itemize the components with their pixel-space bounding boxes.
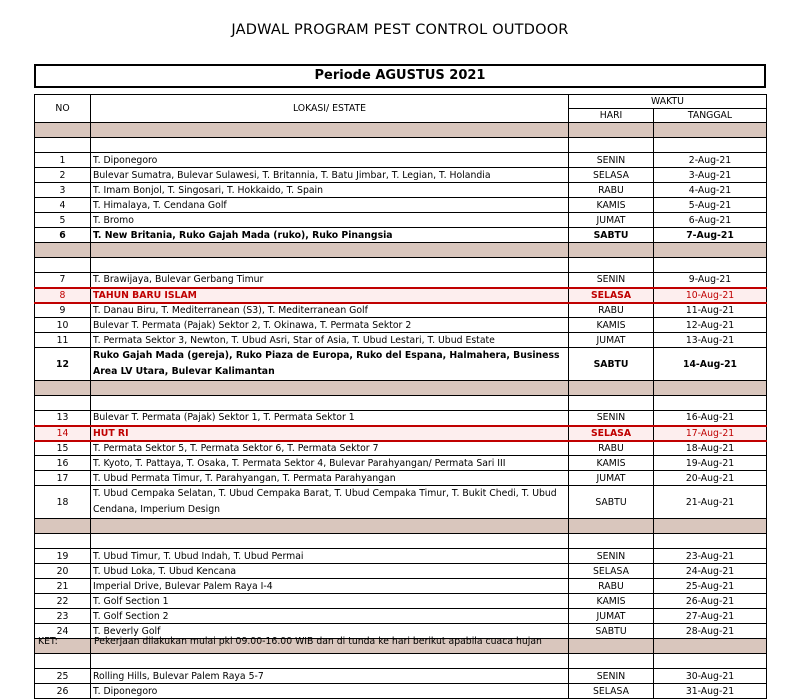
row-day: KAMIS xyxy=(569,198,654,213)
gap-cell xyxy=(91,654,569,669)
schedule-row xyxy=(35,564,767,579)
row-location: T. Diponegoro xyxy=(91,153,569,168)
row-day: RABU xyxy=(569,183,654,198)
row-gap xyxy=(35,534,767,549)
row-day: SELASA xyxy=(569,684,654,699)
gap-cell xyxy=(569,258,654,273)
separator-cell xyxy=(569,639,654,654)
gap-cell xyxy=(569,396,654,411)
row-day: JUMAT xyxy=(569,333,654,348)
schedule-row xyxy=(35,348,767,381)
gap-cell xyxy=(654,534,767,549)
separator-cell xyxy=(654,123,767,138)
row-number: 6 xyxy=(35,228,91,243)
row-gap xyxy=(35,258,767,273)
row-day: SENIN xyxy=(569,411,654,426)
row-location: Bulevar T. Permata (Pajak) Sektor 2, T. Okinawa, T. Permata Sektor 2 xyxy=(91,318,569,333)
row-date: 20-Aug-21 xyxy=(654,471,767,486)
row-date: 11-Aug-21 xyxy=(654,303,767,318)
holiday-row xyxy=(35,288,767,303)
schedule-row xyxy=(35,471,767,486)
row-day: SABTU xyxy=(569,486,654,519)
header-time: WAKTU xyxy=(569,95,767,109)
row-date: 3-Aug-21 xyxy=(654,168,767,183)
footer-label: KET: xyxy=(38,636,58,647)
row-location: Imperial Drive, Bulevar Palem Raya I-4 xyxy=(91,579,569,594)
row-day: KAMIS xyxy=(569,594,654,609)
row-day: SENIN xyxy=(569,273,654,288)
schedule-row xyxy=(35,486,767,519)
row-date: 19-Aug-21 xyxy=(654,456,767,471)
footer-note: Pekerjaan dilakukan mulai pkl 09.00-16.00 WIB dan di tunda ke hari berikut apabila cuaca hujan xyxy=(94,636,542,647)
row-number: 22 xyxy=(35,594,91,609)
row-number: 19 xyxy=(35,549,91,564)
header-day: HARI xyxy=(569,109,654,123)
document-title: JADWAL PROGRAM PEST CONTROL OUTDOOR xyxy=(231,22,569,38)
row-day: RABU xyxy=(569,579,654,594)
separator-cell xyxy=(91,381,569,396)
row-day: SABTU xyxy=(569,348,654,381)
row-number: 2 xyxy=(35,168,91,183)
row-location: T. Diponegoro xyxy=(91,684,569,699)
row-day: SABTU xyxy=(569,624,654,639)
row-gap xyxy=(35,396,767,411)
schedule-row xyxy=(35,303,767,318)
separator-cell xyxy=(35,123,91,138)
week-separator xyxy=(35,243,767,258)
gap-cell xyxy=(91,396,569,411)
row-day: SELASA xyxy=(569,168,654,183)
schedule-row xyxy=(35,333,767,348)
row-location: TAHUN BARU ISLAM xyxy=(91,288,569,303)
schedule-row xyxy=(35,168,767,183)
header-date: TANGGAL xyxy=(654,109,767,123)
schedule-row xyxy=(35,213,767,228)
row-location: T. Ubud Loka, T. Ubud Kencana xyxy=(91,564,569,579)
row-location: T. Ubud Timur, T. Ubud Indah, T. Ubud Permai xyxy=(91,549,569,564)
row-day: SELASA xyxy=(569,288,654,303)
row-date: 6-Aug-21 xyxy=(654,213,767,228)
separator-cell xyxy=(35,243,91,258)
row-location: T. Himalaya, T. Cendana Golf xyxy=(91,198,569,213)
separator-cell xyxy=(654,381,767,396)
row-location: T. Beverly Golf xyxy=(91,624,569,639)
row-location: T. Imam Bonjol, T. Singosari, T. Hokkaido, T. Spain xyxy=(91,183,569,198)
separator-cell xyxy=(91,519,569,534)
schedule-row xyxy=(35,549,767,564)
row-date: 23-Aug-21 xyxy=(654,549,767,564)
schedule-body xyxy=(35,123,767,699)
schedule-table xyxy=(34,94,767,699)
row-location: Rolling Hills, Bulevar Palem Raya 5-7 xyxy=(91,669,569,684)
schedule-row xyxy=(35,669,767,684)
row-number: 7 xyxy=(35,273,91,288)
row-number: 5 xyxy=(35,213,91,228)
separator-cell xyxy=(35,381,91,396)
row-day: SENIN xyxy=(569,669,654,684)
gap-cell xyxy=(654,396,767,411)
row-date: 30-Aug-21 xyxy=(654,669,767,684)
separator-cell xyxy=(569,243,654,258)
row-date: 25-Aug-21 xyxy=(654,579,767,594)
row-location: T. Permata Sektor 3, Newton, T. Ubud Asri, Star of Asia, T. Ubud Lestari, T. Ubud Estate xyxy=(91,333,569,348)
gap-cell xyxy=(654,654,767,669)
separator-cell xyxy=(569,123,654,138)
row-number: 8 xyxy=(35,288,91,303)
row-day: SENIN xyxy=(569,549,654,564)
gap-cell xyxy=(91,534,569,549)
row-day: SELASA xyxy=(569,564,654,579)
row-location: Bulevar Sumatra, Bulevar Sulawesi, T. Britannia, T. Batu Jimbar, T. Legian, T. Holandia xyxy=(91,168,569,183)
row-number: 14 xyxy=(35,426,91,441)
row-location: HUT RI xyxy=(91,426,569,441)
schedule-row xyxy=(35,609,767,624)
row-location: T. Ubud Permata Timur, T. Parahyangan, T. Permata Parahyangan xyxy=(91,471,569,486)
row-gap xyxy=(35,138,767,153)
separator-cell xyxy=(35,519,91,534)
row-location: T. Permata Sektor 5, T. Permata Sektor 6, T. Permata Sektor 7 xyxy=(91,441,569,456)
separator-cell xyxy=(654,639,767,654)
row-date: 4-Aug-21 xyxy=(654,183,767,198)
row-number: 21 xyxy=(35,579,91,594)
row-day: RABU xyxy=(569,303,654,318)
gap-cell xyxy=(569,654,654,669)
row-day: SELASA xyxy=(569,426,654,441)
schedule-row xyxy=(35,579,767,594)
row-number: 16 xyxy=(35,456,91,471)
header-location: LOKASI/ ESTATE xyxy=(91,95,569,123)
row-date: 14-Aug-21 xyxy=(654,348,767,381)
schedule-row xyxy=(35,153,767,168)
row-day: JUMAT xyxy=(569,213,654,228)
separator-cell xyxy=(91,123,569,138)
row-day: SENIN xyxy=(569,153,654,168)
row-date: 12-Aug-21 xyxy=(654,318,767,333)
row-location: T. Golf Section 1 xyxy=(91,594,569,609)
week-separator xyxy=(35,123,767,138)
row-number: 24 xyxy=(35,624,91,639)
schedule-row xyxy=(35,411,767,426)
row-day: KAMIS xyxy=(569,456,654,471)
row-number: 11 xyxy=(35,333,91,348)
row-day: JUMAT xyxy=(569,471,654,486)
separator-cell xyxy=(91,243,569,258)
row-date: 16-Aug-21 xyxy=(654,411,767,426)
row-day: JUMAT xyxy=(569,609,654,624)
schedule-row xyxy=(35,456,767,471)
gap-cell xyxy=(569,138,654,153)
row-day: SABTU xyxy=(569,228,654,243)
schedule-row xyxy=(35,441,767,456)
gap-cell xyxy=(35,654,91,669)
row-date: 24-Aug-21 xyxy=(654,564,767,579)
schedule-row xyxy=(35,273,767,288)
gap-cell xyxy=(654,138,767,153)
row-date: 18-Aug-21 xyxy=(654,441,767,456)
header-no: NO xyxy=(35,95,91,123)
schedule-row xyxy=(35,228,767,243)
row-date: 28-Aug-21 xyxy=(654,624,767,639)
gap-cell xyxy=(35,258,91,273)
row-date: 27-Aug-21 xyxy=(654,609,767,624)
week-separator xyxy=(35,519,767,534)
row-number: 20 xyxy=(35,564,91,579)
row-number: 9 xyxy=(35,303,91,318)
gap-cell xyxy=(35,138,91,153)
row-location: T. Bromo xyxy=(91,213,569,228)
row-number: 13 xyxy=(35,411,91,426)
schedule-row xyxy=(35,183,767,198)
schedule-row xyxy=(35,594,767,609)
row-number: 26 xyxy=(35,684,91,699)
gap-cell xyxy=(654,258,767,273)
row-date: 21-Aug-21 xyxy=(654,486,767,519)
row-date: 26-Aug-21 xyxy=(654,594,767,609)
week-separator xyxy=(35,381,767,396)
separator-cell xyxy=(654,243,767,258)
row-date: 9-Aug-21 xyxy=(654,273,767,288)
row-day: KAMIS xyxy=(569,318,654,333)
gap-cell xyxy=(35,396,91,411)
period-header: Periode AGUSTUS 2021 xyxy=(34,64,766,88)
gap-cell xyxy=(35,534,91,549)
holiday-row xyxy=(35,426,767,441)
separator-cell xyxy=(654,519,767,534)
row-location: T. New Britania, Ruko Gajah Mada (ruko), Ruko Pinangsia xyxy=(91,228,569,243)
row-number: 25 xyxy=(35,669,91,684)
row-date: 13-Aug-21 xyxy=(654,333,767,348)
row-location: T. Golf Section 2 xyxy=(91,609,569,624)
row-location: T. Kyoto, T. Pattaya, T. Osaka, T. Permata Sektor 4, Bulevar Parahyangan/ Permata Sari III xyxy=(91,456,569,471)
gap-cell xyxy=(569,534,654,549)
row-location: T. Brawijaya, Bulevar Gerbang Timur xyxy=(91,273,569,288)
row-day: RABU xyxy=(569,441,654,456)
row-number: 17 xyxy=(35,471,91,486)
row-date: 5-Aug-21 xyxy=(654,198,767,213)
row-date: 10-Aug-21 xyxy=(654,288,767,303)
schedule-row xyxy=(35,318,767,333)
row-date: 31-Aug-21 xyxy=(654,684,767,699)
row-date: 17-Aug-21 xyxy=(654,426,767,441)
gap-cell xyxy=(91,258,569,273)
row-number: 18 xyxy=(35,486,91,519)
separator-cell xyxy=(569,519,654,534)
row-location: T. Ubud Cempaka Selatan, T. Ubud Cempaka Barat, T. Ubud Cempaka Timur, T. Bukit Chedi, T. Ubud Cendana, Imperium Design xyxy=(91,486,569,519)
row-location: Bulevar T. Permata (Pajak) Sektor 1, T. Permata Sektor 1 xyxy=(91,411,569,426)
row-gap xyxy=(35,654,767,669)
row-date: 2-Aug-21 xyxy=(654,153,767,168)
row-number: 12 xyxy=(35,348,91,381)
row-number: 15 xyxy=(35,441,91,456)
row-location: Ruko Gajah Mada (gereja), Ruko Piaza de Europa, Ruko del Espana, Halmahera, Business Area LV Utara, Bulevar Kalimantan xyxy=(91,348,569,381)
row-number: 3 xyxy=(35,183,91,198)
separator-cell xyxy=(569,381,654,396)
gap-cell xyxy=(91,138,569,153)
row-number: 10 xyxy=(35,318,91,333)
row-number: 4 xyxy=(35,198,91,213)
row-date: 7-Aug-21 xyxy=(654,228,767,243)
schedule-row xyxy=(35,684,767,699)
schedule-row xyxy=(35,198,767,213)
row-location: T. Danau Biru, T. Mediterranean (S3), T. Mediterranean Golf xyxy=(91,303,569,318)
row-number: 23 xyxy=(35,609,91,624)
row-number: 1 xyxy=(35,153,91,168)
